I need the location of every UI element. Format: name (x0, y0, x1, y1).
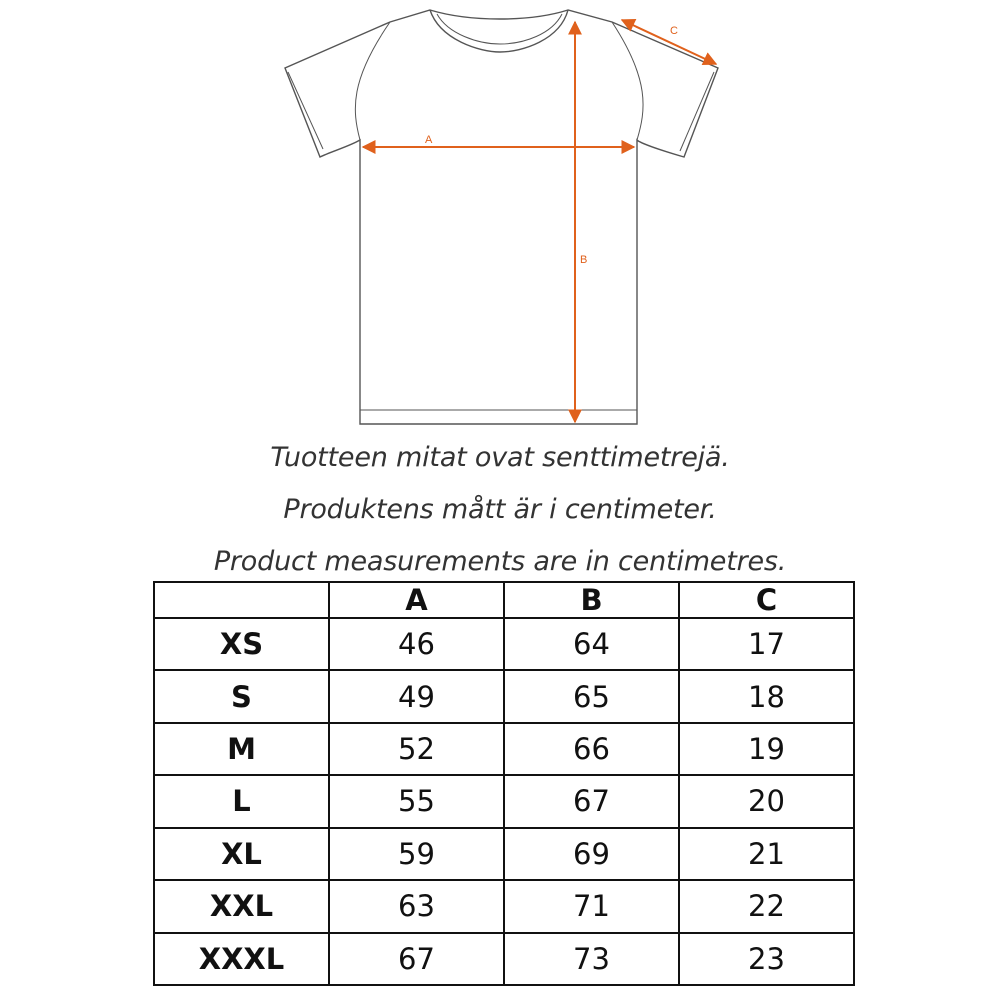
note-english: Product measurements are in centimetres. (213, 546, 787, 577)
note-finnish: Tuotteen mitat ovat senttimetrejä. (270, 442, 730, 473)
cell-a: 52 (329, 723, 504, 775)
header-b: B (504, 582, 679, 618)
table-row (154, 828, 854, 880)
cell-b: 71 (504, 880, 679, 932)
table-row (154, 723, 854, 775)
cell-a: 63 (329, 880, 504, 932)
cell-c: 19 (679, 723, 854, 775)
table-row (154, 775, 854, 827)
cell-size: XL (154, 828, 329, 880)
cell-a: 55 (329, 775, 504, 827)
cell-size: XXL (154, 880, 329, 932)
cell-c: 22 (679, 880, 854, 932)
table-row (154, 880, 854, 932)
cell-c: 21 (679, 828, 854, 880)
cell-c: 17 (679, 618, 854, 670)
table-row (154, 670, 854, 722)
cell-b: 66 (504, 723, 679, 775)
dimension-a-label: A (425, 134, 433, 146)
cell-size: XXXL (154, 933, 329, 985)
cell-size: M (154, 723, 329, 775)
table-row (154, 933, 854, 985)
tshirt-diagram (0, 0, 1000, 430)
cell-size: XS (154, 618, 329, 670)
cell-b: 64 (504, 618, 679, 670)
size-table (153, 581, 855, 986)
cell-size: S (154, 670, 329, 722)
dimension-c-arrow (622, 20, 716, 64)
dimension-c-label: C (670, 25, 678, 37)
header-a: A (329, 582, 504, 618)
cell-a: 59 (329, 828, 504, 880)
measurement-notes (0, 432, 1000, 588)
table-row (154, 618, 854, 670)
cell-c: 23 (679, 933, 854, 985)
cell-a: 46 (329, 618, 504, 670)
header-size (154, 582, 329, 618)
table-header-row (154, 582, 854, 618)
cell-c: 20 (679, 775, 854, 827)
tshirt-outline (285, 10, 718, 424)
header-c: C (679, 582, 854, 618)
cell-b: 67 (504, 775, 679, 827)
cell-a: 67 (329, 933, 504, 985)
note-swedish: Produktens mått är i centimeter. (283, 494, 717, 525)
dimension-b-label: B (580, 254, 588, 266)
cell-b: 65 (504, 670, 679, 722)
cell-c: 18 (679, 670, 854, 722)
cell-b: 69 (504, 828, 679, 880)
cell-a: 49 (329, 670, 504, 722)
cell-size: L (154, 775, 329, 827)
cell-b: 73 (504, 933, 679, 985)
